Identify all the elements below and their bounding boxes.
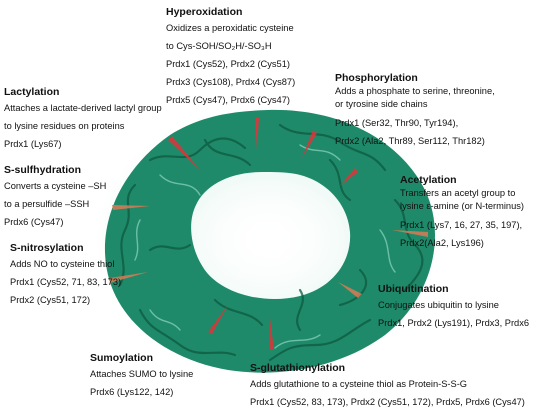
label-title: S-glutathionylation xyxy=(250,362,346,374)
label-title: S-sulfhydration xyxy=(4,164,82,176)
label-line: Prdx1 (Cys52), Prdx2 (Cys51) xyxy=(166,59,290,69)
label-line: Conjugates ubiquitin to lysine xyxy=(378,300,499,310)
label-title: S-nitrosylation xyxy=(10,242,84,254)
label-line: Adds glutathione to a cysteine thiol as Protein-S-S-G xyxy=(250,379,468,389)
label-line: Prdx2 (Cys51, 172) xyxy=(10,295,91,305)
label-title: Sumoylation xyxy=(90,352,154,364)
label-line: Prdx5 (Cys47), Prdx6 (Cys47) xyxy=(166,95,290,105)
label-title: Ubiquitination xyxy=(378,283,449,295)
label-ubiquitination xyxy=(378,283,529,332)
label-phosphorylation xyxy=(335,72,495,150)
label-line: Prdx1 (Ser32, Thr90, Tyr194), xyxy=(335,118,459,128)
label-line: Prdx1, Prdx2 (Lys191), Prdx3, Prdx6 xyxy=(378,318,530,328)
label-line: Transfers an acetyl group to xyxy=(400,188,516,198)
label-line: Prdx6 (Cys47) xyxy=(4,217,64,227)
label-line: Prdx3 (Cys108), Prdx4 (Cys87) xyxy=(166,77,296,87)
label-line: Prdx6 (Lys122, 142) xyxy=(90,387,174,397)
label-line: Prdx1 (Lys7, 16, 27, 35, 197), xyxy=(400,220,523,230)
label-acetylation xyxy=(400,174,524,252)
label-line: Attaches a lactate-derived lactyl group xyxy=(4,103,162,113)
label-title: Acetylation xyxy=(400,174,457,186)
label-title: Lactylation xyxy=(4,86,60,98)
label-s-sulfhydration xyxy=(4,164,106,231)
label-title: Hyperoxidation xyxy=(166,6,243,18)
label-line: Prdx1 (Cys52, 83, 173), Prdx2 (Cys51, 172), Prdx5, Prdx6 (Cys47) xyxy=(250,397,525,407)
label-line: Adds NO to cysteine thiol xyxy=(10,259,115,269)
label-line: or tyrosine side chains xyxy=(335,98,428,109)
label-line: to lysine residues on proteins xyxy=(4,121,125,131)
label-line: to a persulfide –SSH xyxy=(4,199,90,209)
label-hyperoxidation xyxy=(166,6,295,109)
label-line: Prdx2 (Ala2, Thr89, Ser112, Thr182) xyxy=(335,136,485,146)
label-line: Prdx1 (Cys52, 71, 83, 173) xyxy=(10,277,122,287)
label-line: Attaches SUMO to lysine xyxy=(90,369,194,379)
label-line: Oxidizes a peroxidatic cysteine xyxy=(166,23,294,33)
label-lactylation xyxy=(4,86,162,153)
label-line: lysine ε-amine (or N-terminus) xyxy=(400,200,524,211)
label-line: Prdx1 (Lys67) xyxy=(4,139,62,149)
label-sumoylation xyxy=(90,352,193,401)
label-title: Phosphorylation xyxy=(335,72,418,84)
label-line: Prdx2(Ala2, Lys196) xyxy=(400,238,484,248)
label-line: to Cys-SOH/SO₂H/-SO₃H xyxy=(166,41,272,51)
label-line: Converts a cysteine –SH xyxy=(4,181,107,191)
label-line: Adds a phosphate to serine, threonine, xyxy=(335,86,495,96)
label-s-glutathionylation xyxy=(250,362,525,411)
label-s-nitrosylation xyxy=(10,242,121,309)
